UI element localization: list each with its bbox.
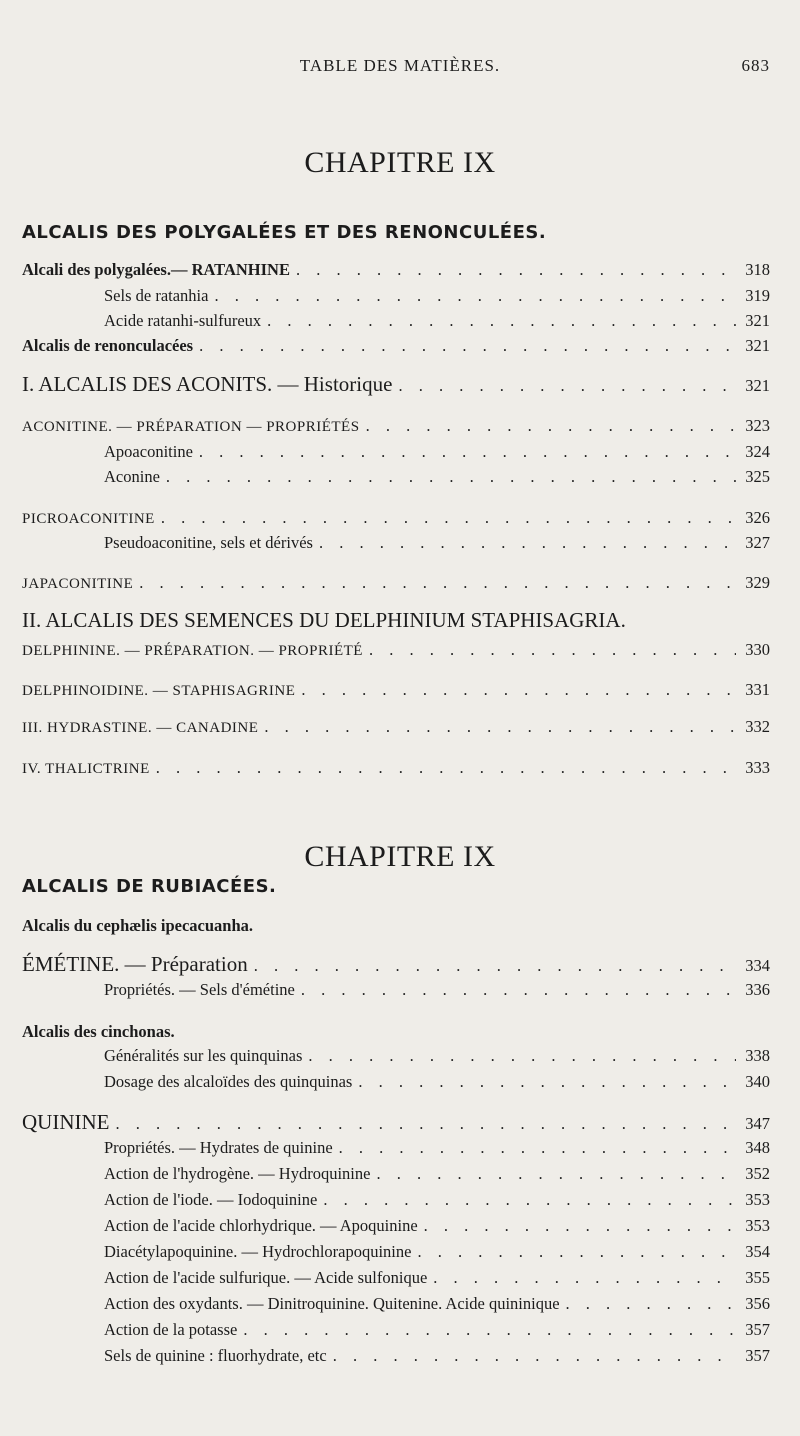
toc-entry: [22, 416, 770, 440]
toc-label: Action de l'iode. — Iodoquinine: [104, 1190, 318, 1209]
toc-page: 347: [745, 1114, 770, 1133]
toc-entry: [22, 1268, 770, 1292]
toc-entry: [22, 1346, 770, 1370]
toc-label: Alcali des polygalées.— RATANHINE: [22, 260, 290, 279]
toc-entry: [22, 286, 770, 310]
toc-page: 336: [745, 980, 770, 999]
toc-label: Propriétés. — Sels d'émétine: [104, 980, 295, 999]
toc-entry: [22, 1320, 770, 1344]
toc-label: Sels de quinine : fluorhydrate, etc: [104, 1346, 327, 1365]
toc-page: 348: [745, 1138, 770, 1157]
toc-page: 332: [745, 717, 770, 736]
toc-entry: [22, 260, 770, 284]
toc-entry: [22, 442, 770, 466]
toc-label: ÉMÉTINE. — Préparation: [22, 952, 248, 976]
toc-entry: [22, 467, 770, 491]
toc-label: Dosage des alcaloïdes des quinquinas: [104, 1072, 353, 1091]
toc-entry: [22, 640, 770, 664]
toc-page: 340: [745, 1072, 770, 1091]
toc-page: 321: [745, 311, 770, 330]
toc-page: 353: [745, 1190, 770, 1209]
toc-label: I. ALCALIS DES ACONITS. — Historique: [22, 372, 393, 396]
toc-label: DELPHININE. — PRÉPARATION. — PROPRIÉTÉ: [22, 643, 363, 659]
toc-entry: [22, 573, 770, 597]
toc-page: 333: [745, 758, 770, 777]
toc-label: Action de l'acide chlorhydrique. — Apoquinine: [104, 1216, 418, 1235]
toc-page: 325: [745, 467, 770, 486]
toc-label: JAPACONITINE: [22, 576, 134, 592]
toc-page: 355: [745, 1268, 770, 1287]
toc-page: 323: [745, 416, 770, 435]
toc-page: 352: [745, 1164, 770, 1183]
toc-entry: [22, 1164, 770, 1188]
toc-entry: [22, 1046, 770, 1070]
toc-entry: [22, 717, 770, 741]
toc-page: 324: [745, 442, 770, 461]
chapter-title: CHAPITRE IX: [304, 840, 496, 873]
toc-label: Sels de ratanhia: [104, 286, 209, 305]
toc-label: Aconine: [104, 467, 160, 486]
toc-label: Apoaconitine: [104, 442, 193, 461]
toc-entry: [22, 758, 770, 782]
chapter-title: CHAPITRE IX: [304, 146, 496, 179]
toc-subheading: Alcalis du cephælis ipecacuanha.: [22, 916, 254, 935]
running-head: [0, 56, 800, 80]
toc-entry: [22, 1072, 770, 1096]
toc-page: 318: [745, 260, 770, 279]
toc-label: QUININE: [22, 1110, 110, 1134]
toc-page: 321: [745, 376, 770, 395]
toc-label: Action de la potasse: [104, 1320, 238, 1339]
toc-page: 357: [745, 1346, 770, 1365]
toc-entry: [22, 508, 770, 532]
toc-entry: [22, 680, 770, 704]
toc-label: Diacétylapoquinine. — Hydrochlorapoquinine: [104, 1242, 412, 1261]
toc-entry: [22, 1242, 770, 1266]
toc-page: 319: [745, 286, 770, 305]
toc-page: 331: [745, 680, 770, 699]
toc-label: II. ALCALIS DES SEMENCES DU DELPHINIUM STAPHISAGRIA.: [22, 608, 626, 632]
toc-label: PICROACONITINE: [22, 511, 155, 527]
toc-page: 338: [745, 1046, 770, 1065]
toc-page: 329: [745, 573, 770, 592]
toc-entry: [22, 980, 770, 1004]
toc-label: Action de l'acide sulfurique. — Acide sulfonique: [104, 1268, 428, 1287]
toc-page: 354: [745, 1242, 770, 1261]
toc-label: IV. THALICTRINE: [22, 761, 150, 777]
toc-entry: [22, 336, 770, 360]
page-number: 683: [741, 56, 770, 75]
toc-label: Propriétés. — Hydrates de quinine: [104, 1138, 333, 1157]
toc-label: DELPHINOIDINE. — STAPHISAGRINE: [22, 683, 296, 699]
toc-page: 330: [745, 640, 770, 659]
toc-page: 356: [745, 1294, 770, 1313]
toc-label: Pseudoaconitine, sels et dérivés: [104, 533, 313, 552]
toc-page: 326: [745, 508, 770, 527]
toc-entry: [22, 533, 770, 557]
section-title: ALCALIS DES POLYGALÉES ET DES RENONCULÉES.: [22, 222, 547, 243]
toc-heading: [22, 608, 770, 632]
toc-page: 321: [745, 336, 770, 355]
toc-page: 357: [745, 1320, 770, 1339]
toc-label: III. HYDRASTINE. — CANADINE: [22, 720, 259, 736]
section-title: ALCALIS DE RUBIACÉES.: [22, 876, 277, 897]
toc-label: Généralités sur les quinquinas: [104, 1046, 303, 1065]
toc-page: 353: [745, 1216, 770, 1235]
toc-page: 327: [745, 533, 770, 552]
toc-page: 334: [745, 956, 770, 975]
toc-entry: [22, 1110, 770, 1134]
toc-label: Action des oxydants. — Dinitroquinine. Quitenine. Acide quininique: [104, 1294, 560, 1313]
toc-entry: [22, 1190, 770, 1214]
toc-entry: [22, 372, 770, 396]
toc-entry: [22, 311, 770, 335]
running-title: TABLE DES MATIÈRES.: [299, 56, 501, 75]
toc-subheading: Alcalis des cinchonas.: [22, 1022, 175, 1041]
toc-entry: [22, 952, 770, 976]
toc-entry: [22, 1294, 770, 1318]
toc-label: ACONITINE. — PRÉPARATION — PROPRIÉTÉS: [22, 419, 360, 435]
toc-entry: [22, 1216, 770, 1240]
toc-label: Acide ratanhi-sulfureux: [104, 311, 262, 330]
toc-label: Action de l'hydrogène. — Hydroquinine: [104, 1164, 371, 1183]
toc-label: Alcalis de renonculacées: [22, 336, 194, 355]
toc-entry: [22, 1138, 770, 1162]
